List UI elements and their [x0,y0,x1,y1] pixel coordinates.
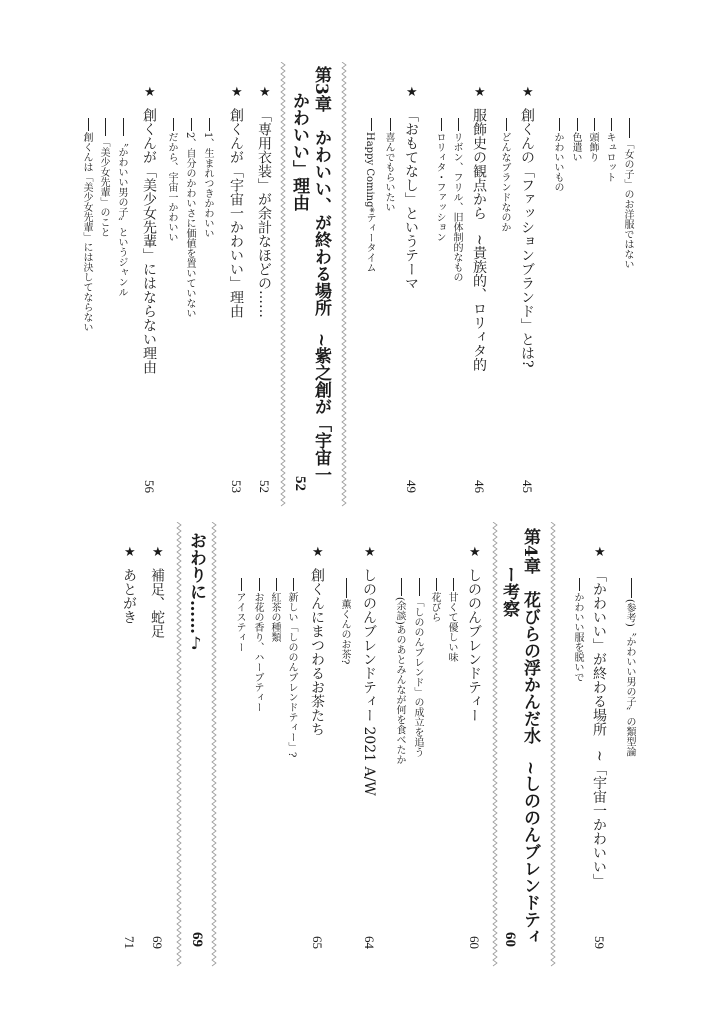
page-number: 52 [257,480,272,493]
subitem-label: 甘くて優しい味 [446,592,457,662]
toc-entry-blend[interactable]: しののんブレンドティー [466,568,482,722]
subitem-label: かわいいもの [552,132,563,192]
chapter-3-title-cont[interactable]: かわいい」理由 [289,92,309,211]
star-icon: ★ [469,545,481,560]
star-icon: ★ [259,85,271,100]
toc-entry-brand[interactable]: 創くんの「ファッションブランド」とは? [519,108,535,368]
toc-subitem[interactable] [116,118,128,297]
toc-subitem[interactable] [202,118,214,238]
toc-subitem[interactable] [383,118,395,212]
subitem-label: (参考)〝かわいい男の子〟の類型論 [624,599,635,757]
toc-subitem[interactable] [364,118,376,273]
star-icon: ★ [364,545,376,560]
toc-subitem[interactable] [570,118,582,162]
zigzag-divider [175,522,183,967]
subitem-label: キュロット [604,132,615,182]
toc-entry-senpai[interactable]: 創くんが「美少女先輩」にはならない理由 [141,108,157,374]
toc-subitem[interactable] [499,118,511,232]
toc-subitem[interactable] [269,578,281,642]
toc-subitem[interactable] [451,118,463,282]
toc-subitem[interactable] [98,118,110,237]
toc-subitem[interactable] [429,578,441,622]
toc-entry-atogaki[interactable]: あとがき [121,568,137,624]
subitem-label: 「しののんブレンド」の成立を追う [412,597,423,757]
page-number: 56 [142,480,157,493]
zigzag-divider [491,522,499,967]
chapter-4-title[interactable]: 第4章 花びらの浮かんだ水 ~しののんブレンドティ [520,528,540,946]
toc-entry-costume[interactable]: 「専用衣装」が余計なほどの…… [256,108,272,318]
subitem-label: 1、生まれつきかわいい [202,132,213,239]
subitem-label: ロリィタ・ファッション [434,132,445,242]
star-icon: ★ [144,85,156,100]
star-icon: ★ [474,85,486,100]
page-number: 45 [520,480,535,493]
toc-entry-omotenashi[interactable]: 「おもてなし」というテーマ [403,108,419,290]
toc-subitem[interactable] [572,578,584,682]
star-icon: ★ [406,85,418,100]
page-number: 60 [502,932,518,947]
toc-subitem[interactable] [166,118,178,242]
toc-subitem[interactable] [434,118,446,242]
star-icon: ★ [124,545,136,560]
subitem-label: 〝かわいい男の子〟というジャンル [116,137,127,297]
zigzag-divider [340,62,348,508]
toc-subitem[interactable] [604,118,616,182]
zigzag-divider [210,522,218,967]
toc-entry-teas[interactable]: 創くんにまつわるお茶たち [309,568,325,736]
toc-subitem[interactable] [286,578,298,757]
page-number: 49 [404,480,419,493]
toc-entry-uchuichi[interactable]: 創くんが「宇宙一かわいい」理由 [228,108,244,318]
owarini-title[interactable]: おわりに……♪ [186,532,206,654]
page-number: 60 [467,936,482,949]
subitem-label: 紅茶の種類 [269,592,280,642]
chapter-3-title[interactable]: 第3章 かわいい、が終わる場所 ~紫之創が「宇宙一 [311,66,331,484]
subitem-label: かわいい服を脱いで [572,592,583,682]
subitem-label: 創くんは「美少女先輩」には決してならない [81,132,92,332]
toc-subitem[interactable] [412,578,424,757]
star-icon: ★ [594,545,606,560]
subitem-label: 「美少女先輩」のこと [98,137,109,237]
page-number: 69 [189,932,205,947]
toc-subitem[interactable] [234,578,246,652]
subitem-label: 薫くんのお茶? [339,599,350,665]
toc-entry-hosoku[interactable]: 補足、蛇足 [149,568,165,638]
page-number: 52 [292,476,308,491]
subitem-label: 2、自分のかわいさに価値を置いていない [184,132,195,319]
star-icon: ★ [522,85,534,100]
toc-subitem[interactable] [622,118,634,269]
subitem-label: (余談)あのあとみんなが何を食べたか [394,597,405,765]
toc-entry-history[interactable]: 服飾史の観点から ~貴族的、ロリィタ的 [471,108,487,372]
toc-entry-2021[interactable]: しののんブレンドティー 2021 A/W [361,568,377,796]
star-icon: ★ [152,545,164,560]
zigzag-divider [549,522,557,967]
star-icon: ★ [231,85,243,100]
page-number: 64 [362,936,377,949]
toc-subitem[interactable] [81,118,93,332]
toc-subitem[interactable] [252,578,264,712]
page-number: 71 [122,936,137,949]
zigzag-divider [279,62,287,508]
subitem-label: Happy Coming*ティータイム [364,132,375,273]
subitem-label: どんなブランドなのか [499,132,510,232]
subitem-label: お花の香り、ハーブティー [252,592,263,712]
subitem-label: 頭飾り [587,132,598,162]
star-icon: ★ [312,545,324,560]
subitem-label: リボン、フリル、旧体制的なもの [451,132,462,282]
subitem-label: 色遣い [570,132,581,162]
page-number: 53 [229,480,244,493]
subitem-label: だから、宇宙一かわいい [166,132,177,242]
page-number: 65 [310,936,325,949]
toc-subitem[interactable] [339,578,351,664]
toc-subitem[interactable] [552,118,564,192]
toc-subitem[interactable] [624,578,636,757]
subitem-label: 「女の子」のお洋服ではない [622,139,633,269]
page-number: 46 [472,480,487,493]
chapter-4-title-cont[interactable]: ー考察 [499,566,519,617]
page-number: 69 [150,936,165,949]
toc-subitem[interactable] [446,578,458,662]
subitem-label: 新しい「しののんブレンドティー」? [286,592,297,758]
toc-subitem[interactable] [394,578,406,765]
toc-entry-end[interactable]: 「かわいい」が終わる場所 ~「宇宙一かわいい」 [591,568,607,888]
toc-subitem[interactable] [587,118,599,162]
page-number: 59 [592,936,607,949]
subitem-label: 喜んでもらいたい [383,132,394,212]
toc-subitem[interactable] [184,118,196,318]
subitem-label: 花びら [429,592,440,622]
subitem-label: アイスティー [234,592,245,652]
